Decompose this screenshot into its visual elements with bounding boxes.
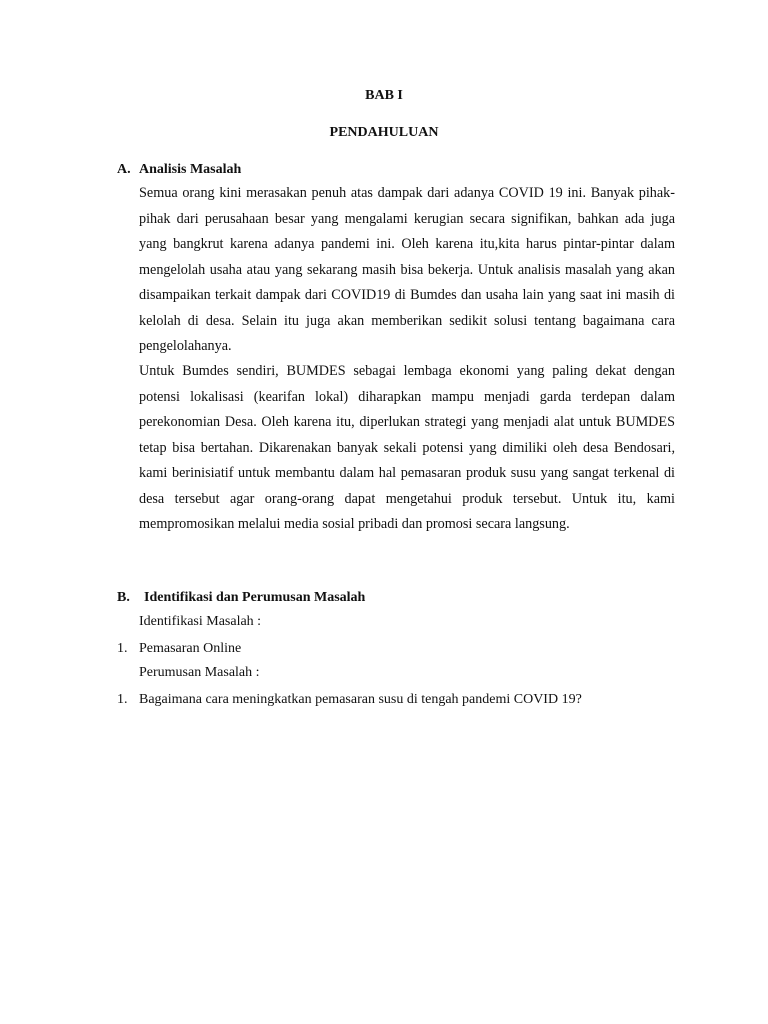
list-item-text: Bagaimana cara meningkatkan pemasaran susu di tengah pandemi COVID 19? (139, 692, 582, 707)
section-a-title: Analisis Masalah (139, 162, 242, 177)
chapter-number: BAB I (365, 88, 403, 103)
section-a-marker: A. (117, 162, 131, 177)
list-item-number: 1. (117, 692, 128, 707)
section-b-marker: B. (117, 590, 130, 605)
list-item-text: Pemasaran Online (139, 641, 242, 656)
formulation-item (117, 690, 582, 710)
section-a-paragraph-1: Semua orang kini merasakan penuh atas dampak dari adanya COVID 19 ini. Banyak pihak-pihak dari perusahaan besar yang mengalami kerugian secara signifikan, bahkan ada juga yang bangkrut karena adanya pandemi ini. Oleh karena itu,kita harus pintar-pintar dalam mengelolah usaha atau yang sekarang masih bisa bekerja. Untuk analisis masalah yang akan disampaikan terkait dampak dari COVID19 di Bumdes dan usaha lain yang saat ini masih di kelolah di desa. Selain itu juga akan memberikan sedikit solusi tentang bagaimana cara pengelolahanya. (139, 185, 675, 354)
list-item-number: 1. (117, 641, 128, 656)
section-b-heading (117, 590, 365, 606)
chapter-title: PENDAHULUAN (329, 125, 439, 140)
section-b-title: Identifikasi dan Perumusan Masalah (144, 590, 366, 605)
section-a-paragraph-2: Untuk Bumdes sendiri, BUMDES sebagai lembaga ekonomi yang paling dekat dengan potensi lokalisasi (kearifan lokal) diharapkan mampu menjadi garda terdepan dalam perekonomian Desa. Oleh karena itu, diperlukan strategi yang menjadi alat untuk BUMDES tetap bisa bertahan. Dikarenakan banyak sekali potensi yang dimiliki oleh desa Bendosari, kami berinisiatif untuk membantu dalam hal pemasaran produk susu yang sangat terkenal di desa tersebut agar orang-orang dapat mengetahui produk tersebut. Untuk itu, kami mempromosikan melalui media sosial pribadi dan promosi secara langsung. (139, 363, 675, 532)
identification-item (117, 639, 241, 659)
formulation-label: Perumusan Masalah : (139, 665, 260, 680)
section-a-heading (117, 162, 241, 178)
identification-label: Identifikasi Masalah : (139, 614, 262, 629)
